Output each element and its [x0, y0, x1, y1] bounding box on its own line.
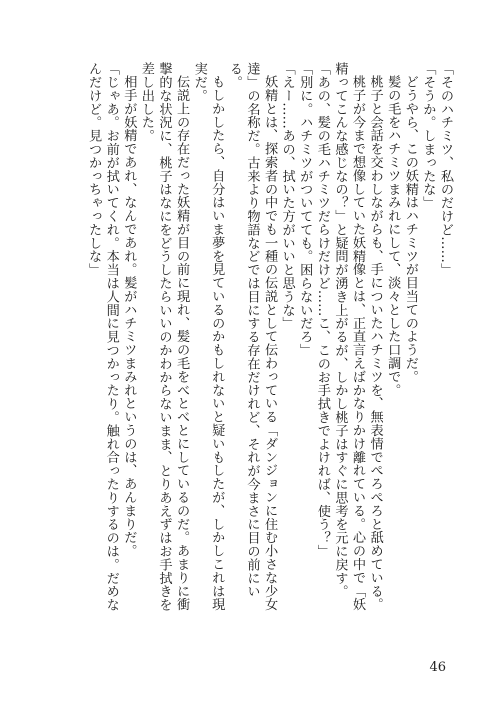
paragraph: 「えー……あの、拭いた方がいいと思うな」 [279, 62, 295, 330]
vertical-text-body [85, 62, 454, 622]
paragraph: 「そのハチミツ、私のだけど……」 [438, 62, 453, 277]
paragraph: 「じゃあ。お前が拭いてくれ。本当は人間に見つかったり。触れ合ったりするのは。だめなんだけど。見つかっちゃったしな」 [86, 62, 119, 612]
page-number: 46 [429, 660, 446, 675]
paragraph: 桃子と会話を交わしながらも、手についたハチミツを、無表情でぺろぺろと舐めている。 [367, 75, 383, 612]
paragraph: どうやら、この妖精はハチミツが目当てのようだ。 [402, 75, 418, 384]
paragraph: 妖精とは、探索者の中でも一種の伝説として伝わっている「ダンジョンに住む小さな少女達」の名称だ。古来より物語などでは目にする存在だけれど、それが今まさに目の前にいる。 [226, 62, 278, 612]
paragraph: 「そうか。しまったな」 [420, 62, 436, 210]
paragraph: 「別に。ハチミツがついてても。困らないだろ」 [297, 62, 313, 357]
paragraph: 髪の毛をハチミツまみれにして、淡々とした口調で。 [385, 75, 401, 397]
paragraph: 伝説上の存在だった妖精が目の前に現れ、髪の毛をべとべとにしているのだ。あまりに衝撃的な状況に、桃子はなにをどうしたらいいのかわからないまま、とりあえずはお手拭きを差し出した。 [138, 62, 190, 612]
paragraph: 桃子が今まで想像していた妖精像とは、正直言えばかなりかけ離れている。心の中で「妖精ってこんな感じなの？」と疑問が湧き上がるが、しかし桃子はすぐに思考を元に戻す。 [332, 62, 366, 612]
paragraph: 相手が妖精であれ、なんであれ。髪がハチミツまみれというのは、あんまりだ。 [121, 75, 137, 558]
paragraph: もしかしたら、自分はいま夢を見ているのかもしれないと疑いもしたが、しかしこれは現実だ。 [191, 62, 225, 612]
paragraph: 「あの、髪の毛ハチミツだらけだけど……こ、このお手拭きでよければ、使う？」 [314, 62, 330, 558]
